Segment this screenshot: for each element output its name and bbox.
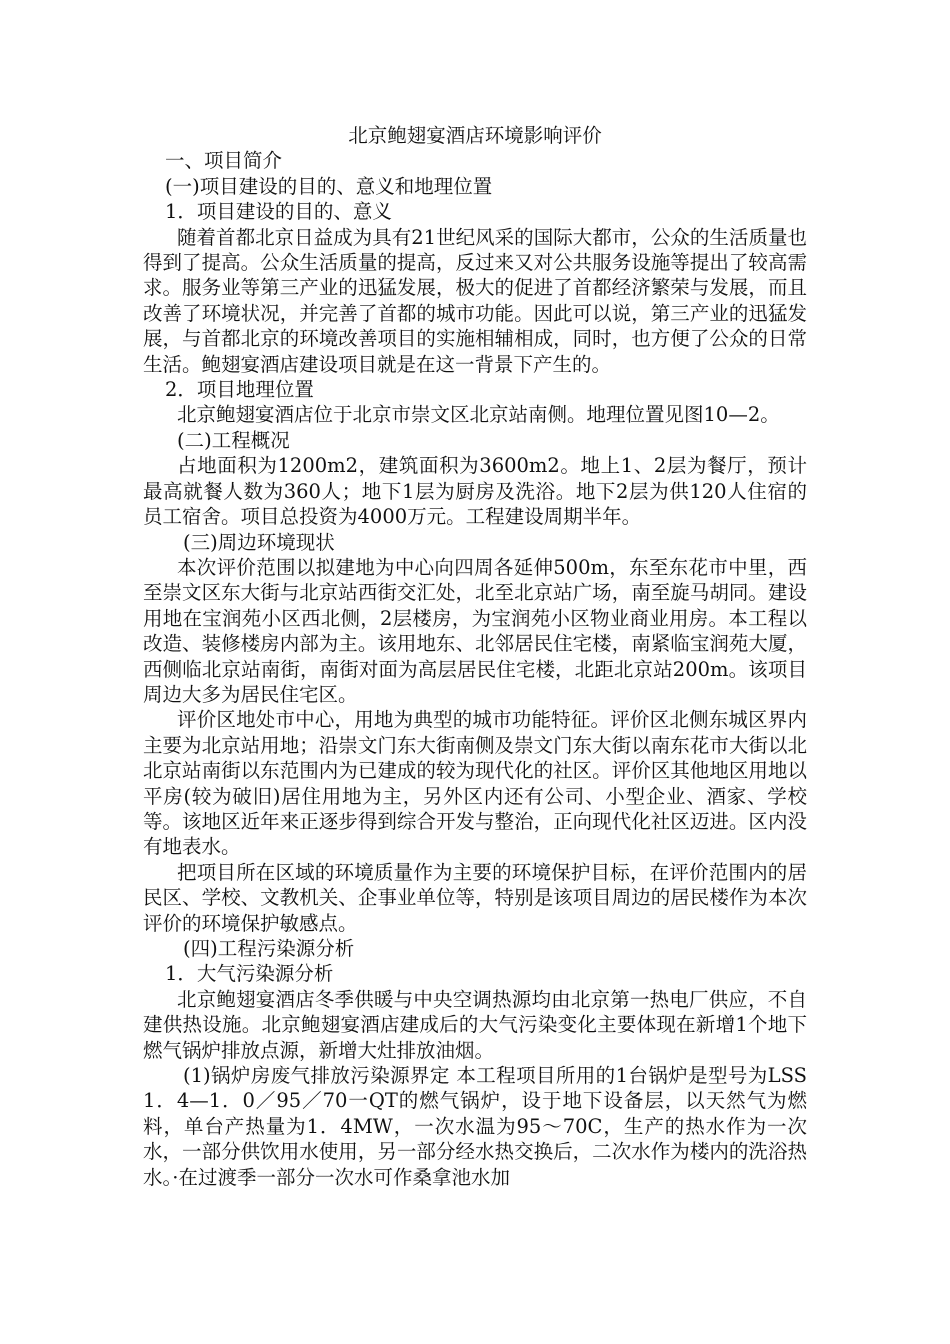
- paragraph-location: 北京鲍翅宴酒店位于北京市崇文区北京站南侧。地理位置见图10—2。: [177, 403, 780, 427]
- item-heading-2: 2．项目地理位置: [165, 378, 314, 402]
- subsection-heading-4: (四)工程污染源分析: [183, 937, 355, 960]
- paragraph-overview: 占地面积为1200m2，建筑面积为3600m2。地上1、2层为餐厅，预计最高就餐人数为360人；地下1层为厨房及洗浴。地下2层为供120人住宿的员工宿舍。项目总投资为4000万元。工程建设周期半年。: [143, 454, 807, 529]
- paragraph-protection-target: 把项目所在区域的环境质量作为主要的环境保护目标，在评价范围内的居民区、学校、文教机关、企事业单位等，特别是该项目周边的居民楼作为本次评价的环境保护敏感点。: [143, 860, 807, 935]
- paragraph-boiler: (1)锅炉房废气排放污染源界定 本工程项目所用的1台锅炉是型号为LSS 1．4—1．0／95／70一QT的燃气锅炉，设于地下设备层，以天然气为燃料，单台产热量为1．4MW，一次水温为95～70C，生产的热水作为一次水，一部分供饮用水使用，另一部分经水热交换后，二次水作为楼内的洗浴热水。·在过渡季一部分一次水可作桑拿池水加: [143, 1064, 807, 1189]
- subsection-heading-3: (三)周边环境现状: [183, 530, 335, 554]
- document-title: 北京鲍翅宴酒店环境影响评价: [348, 124, 602, 147]
- document-body: [143, 123, 807, 1190]
- item-heading-3: 1．大气污染源分析: [165, 962, 334, 986]
- paragraph-surroundings-2: 评价区地处市中心，用地为典型的城市功能特征。评价区北侧东城区界内主要为北京站用地；沿崇文门东大街南侧及崇文门东大街以南东花市大街以北北京站南街以东范围内为已建成的较为现代化的社区。评价区其他地区用地以平房(较为破旧)居住用地为主，另外区内还有公司、小型企业、酒家、学校等。该地区近年来正逐步得到综合开发与整治，正向现代化社区迈进。区内没有地表水。: [143, 708, 807, 859]
- subsection-heading-1: (一)项目建设的目的、意义和地理位置: [165, 174, 493, 198]
- paragraph-surroundings-1: 本次评价范围以拟建地为中心向四周各延伸500m，东至东花市中里，西至崇文区东大街与北京站西街交汇处，北至北京站广场，南至旋马胡同。建设用地在宝润苑小区西北侧，2层楼房，为宝润苑小区物业商业用房。本工程以改造、装修楼房内部为主。该用地东、北邻居民住宅楼，南紧临宝润苑大厦，西侧临北京站南街，南街对面为高层居民住宅楼，北距北京站200m。该项目周边大多为居民住宅区。: [143, 555, 807, 706]
- section-heading-1: 一、项目简介: [165, 149, 283, 173]
- paragraph-air-pollution: 北京鲍翅宴酒店冬季供暖与中央空调热源均由北京第一热电厂供应，不自建供热设施。北京鲍翅宴酒店建成后的大气污染变化主要体现在新增1个地下燃气锅炉排放点源，新增大灶排放油烟。: [143, 987, 807, 1062]
- paragraph-purpose: 随着首都北京日益成为具有21世纪风采的国际大都市，公众的生活质量也得到了提高。公众生活质量的提高，反过来又对公共服务设施等提出了较高需求。服务业等第三产业的迅猛发展，极大的促进了首都经济繁荣与发展，而且改善了环境状况，并完善了首都的城市功能。因此可以说，第三产业的迅猛发展，与首都北京的环境改善项目的实施相辅相成，同时，也方便了公众的日常生活。鲍翅宴酒店建设项目就是在这一背景下产生的。: [143, 225, 807, 376]
- subsection-heading-2: (二)工程概况: [177, 428, 290, 452]
- item-heading-1: 1．项目建设的目的、意义: [165, 200, 392, 224]
